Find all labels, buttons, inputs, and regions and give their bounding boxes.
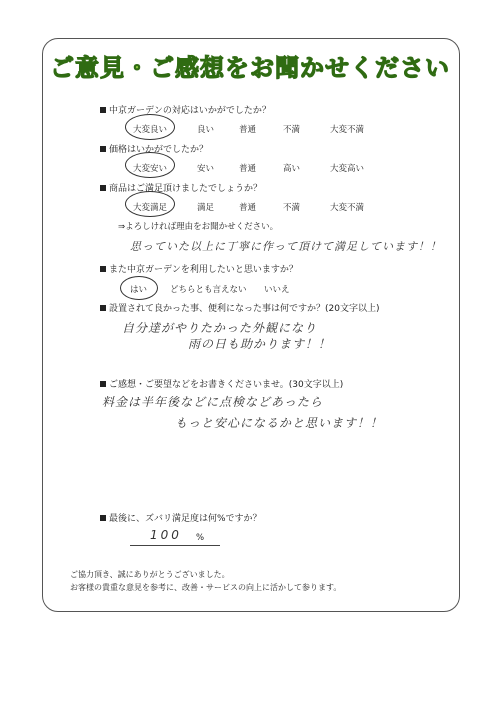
q2-option-3: 普通	[239, 164, 257, 174]
bullet-square-icon	[100, 266, 106, 272]
selected-answer-circle	[120, 276, 158, 300]
question-satisfaction-percent: 最後に、ズバリ満足度は何%ですか？	[100, 511, 262, 524]
selected-answer-circle	[125, 114, 175, 140]
bullet-square-icon	[100, 515, 106, 521]
handwritten-benefits-line-2: 雨の日も助かります！！	[188, 337, 332, 351]
handwritten-percent-value: 100	[150, 528, 182, 542]
q2-option-1: 大変安い	[133, 164, 168, 174]
question-comments: ご感想・ご要望などをお書きくださいませ。(30文字以上)	[100, 377, 343, 390]
question-staff-response: 中京ガーデンの対応はいかがでしたか？	[100, 103, 271, 116]
q2-option-5: 大変高い	[330, 164, 365, 174]
selected-answer-circle	[125, 152, 175, 178]
bullet-square-icon	[100, 185, 106, 191]
q3-option-5: 大変不満	[330, 203, 365, 213]
question-benefits: 設置されて良かった事、便利になった事は何ですか？(20文字以上)	[100, 301, 379, 314]
question-reuse: また中京ガーデンを利用したいと思いますか？	[100, 262, 298, 275]
handwritten-benefits-line-1: 自分達がやりたかった外観になり	[122, 321, 318, 335]
q4-option-2: どちらとも言えない	[170, 285, 247, 295]
q1-option-2: 良い	[197, 125, 215, 135]
selected-answer-circle	[125, 191, 175, 217]
bullet-square-icon	[100, 146, 106, 152]
bullet-square-icon	[100, 107, 106, 113]
percent-underline	[130, 545, 220, 546]
q1-option-4: 不満	[283, 125, 301, 135]
handwritten-comments-line-2: もっと安心になるかと思います！！	[175, 416, 384, 430]
q2-option-2: 安い	[197, 164, 215, 174]
q1-option-3: 普通	[239, 125, 257, 135]
handwritten-reason: 思っていた以上に丁寧に作って頂けて満足しています！！	[130, 240, 442, 253]
q1-option-1: 大変良い	[133, 125, 168, 135]
question-price: 価格はいかがでしたか？	[100, 142, 208, 155]
bullet-square-icon	[100, 305, 106, 311]
q1-option-5: 大変不満	[330, 125, 365, 135]
q3-option-2: 満足	[197, 203, 215, 213]
q2-option-4: 高い	[283, 164, 301, 174]
bullet-square-icon	[100, 381, 106, 387]
q4-option-1: はい	[130, 285, 148, 295]
q3-option-1: 大変満足	[133, 203, 168, 213]
q4-option-3: いいえ	[264, 285, 290, 295]
footer-note: お客様の貴重な意見を参考に、改善・サービスの向上に活かして参ります。	[70, 583, 342, 592]
handwritten-comments-line-1: 料金は半年後などに点検などあったら	[102, 395, 323, 409]
q3-option-3: 普通	[239, 203, 257, 213]
question-product-satisfaction: 商品はご満足頂けましたでしょうか？	[100, 181, 262, 194]
q3-option-4: 不満	[283, 203, 301, 213]
reason-prompt: ⇒よろしければ理由をお聞かせください。	[118, 222, 279, 232]
page-title: ご意見・ご感想をお聞かせください	[50, 54, 450, 82]
footer-thanks: ご協力頂き、誠にありがとうございました。	[70, 570, 230, 579]
percent-unit: %	[196, 533, 205, 543]
